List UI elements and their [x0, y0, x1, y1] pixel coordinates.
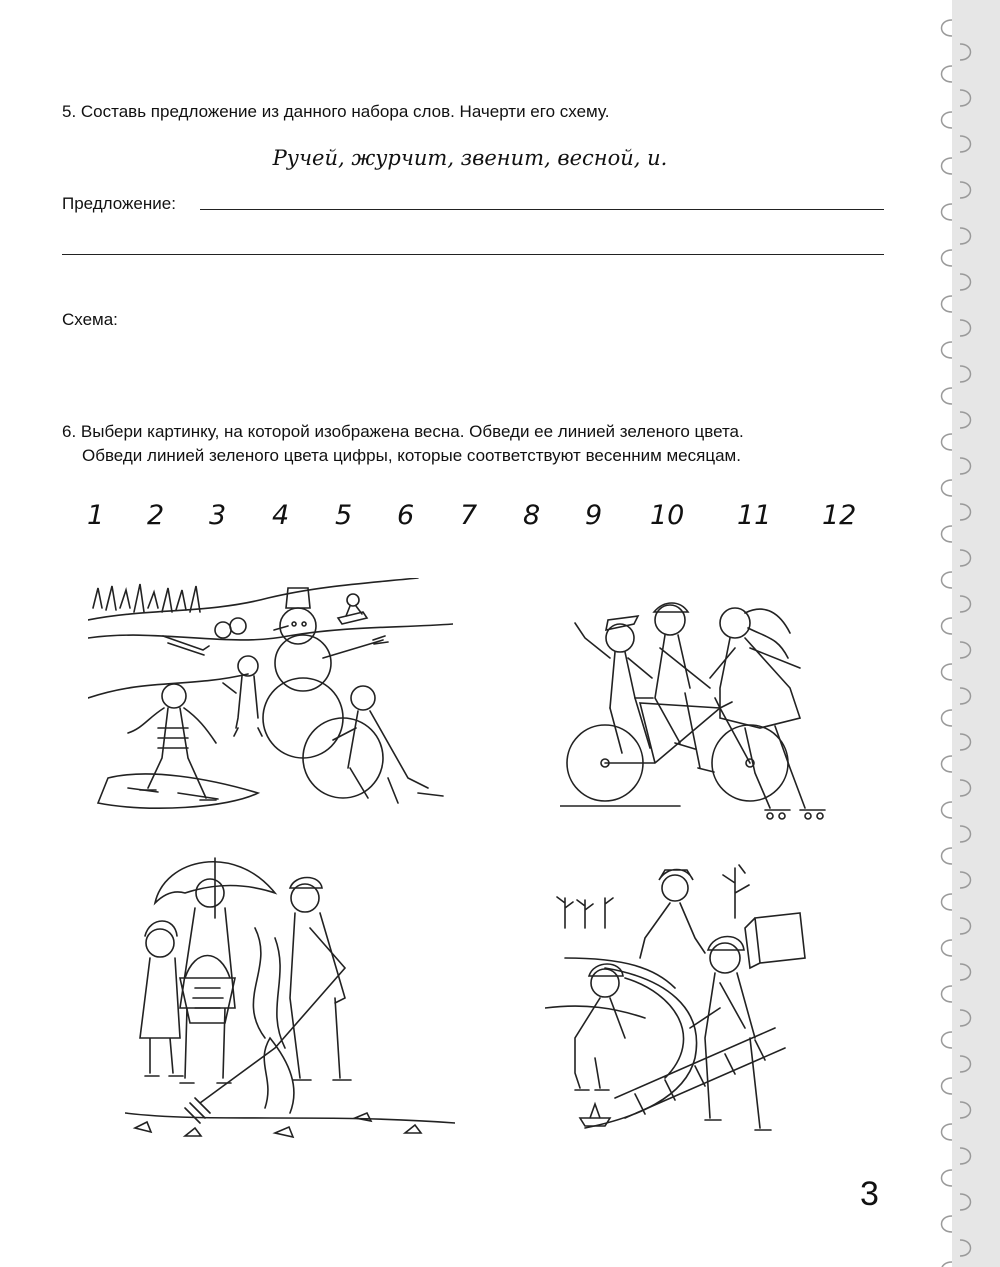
summer-scene-icon [560, 578, 835, 823]
task6-title-line2: Обведи линией зеленого цвета цифры, которые соответствуют весенним месяцам. [82, 446, 741, 465]
word-set: Ручей, журчит, звенит, весной, и. [272, 146, 668, 170]
month-number[interactable]: 6 [397, 500, 415, 531]
sentence-line-2[interactable] [62, 254, 884, 255]
month-number[interactable]: 11 [737, 500, 772, 531]
month-number[interactable]: 10 [650, 500, 685, 531]
task6-title-line1: 6. Выбери картинку, на которой изображена весна. Обведи ее линией зеленого цвета. [62, 422, 744, 441]
autumn-scene-icon [125, 848, 455, 1148]
month-number[interactable]: 9 [585, 500, 603, 531]
winter-picture[interactable] [88, 578, 453, 818]
puzzle-edge-decoration [930, 0, 1000, 1267]
month-number[interactable]: 5 [335, 500, 353, 531]
task5-title: 5. Составь предложение из данного набора слов. Начерти его схему. [62, 102, 610, 121]
scheme-label: Схема: [62, 310, 118, 329]
sentence-label: Предложение: [62, 194, 176, 213]
spring-scene-icon [545, 858, 830, 1148]
month-number[interactable]: 8 [523, 500, 541, 531]
month-number[interactable]: 1 [87, 500, 105, 531]
month-number[interactable]: 12 [822, 500, 857, 531]
sentence-line-1[interactable] [200, 209, 884, 210]
scheme-area[interactable] [140, 300, 880, 380]
month-number[interactable]: 3 [209, 500, 227, 531]
month-numbers [62, 500, 892, 540]
page-number: 3 [860, 1175, 879, 1213]
month-number[interactable]: 7 [460, 500, 478, 531]
month-number[interactable]: 2 [147, 500, 165, 531]
autumn-picture[interactable] [125, 848, 455, 1148]
spring-picture[interactable] [545, 858, 830, 1148]
summer-picture[interactable] [560, 578, 835, 823]
winter-scene-icon [88, 578, 453, 818]
month-number[interactable]: 4 [272, 500, 290, 531]
